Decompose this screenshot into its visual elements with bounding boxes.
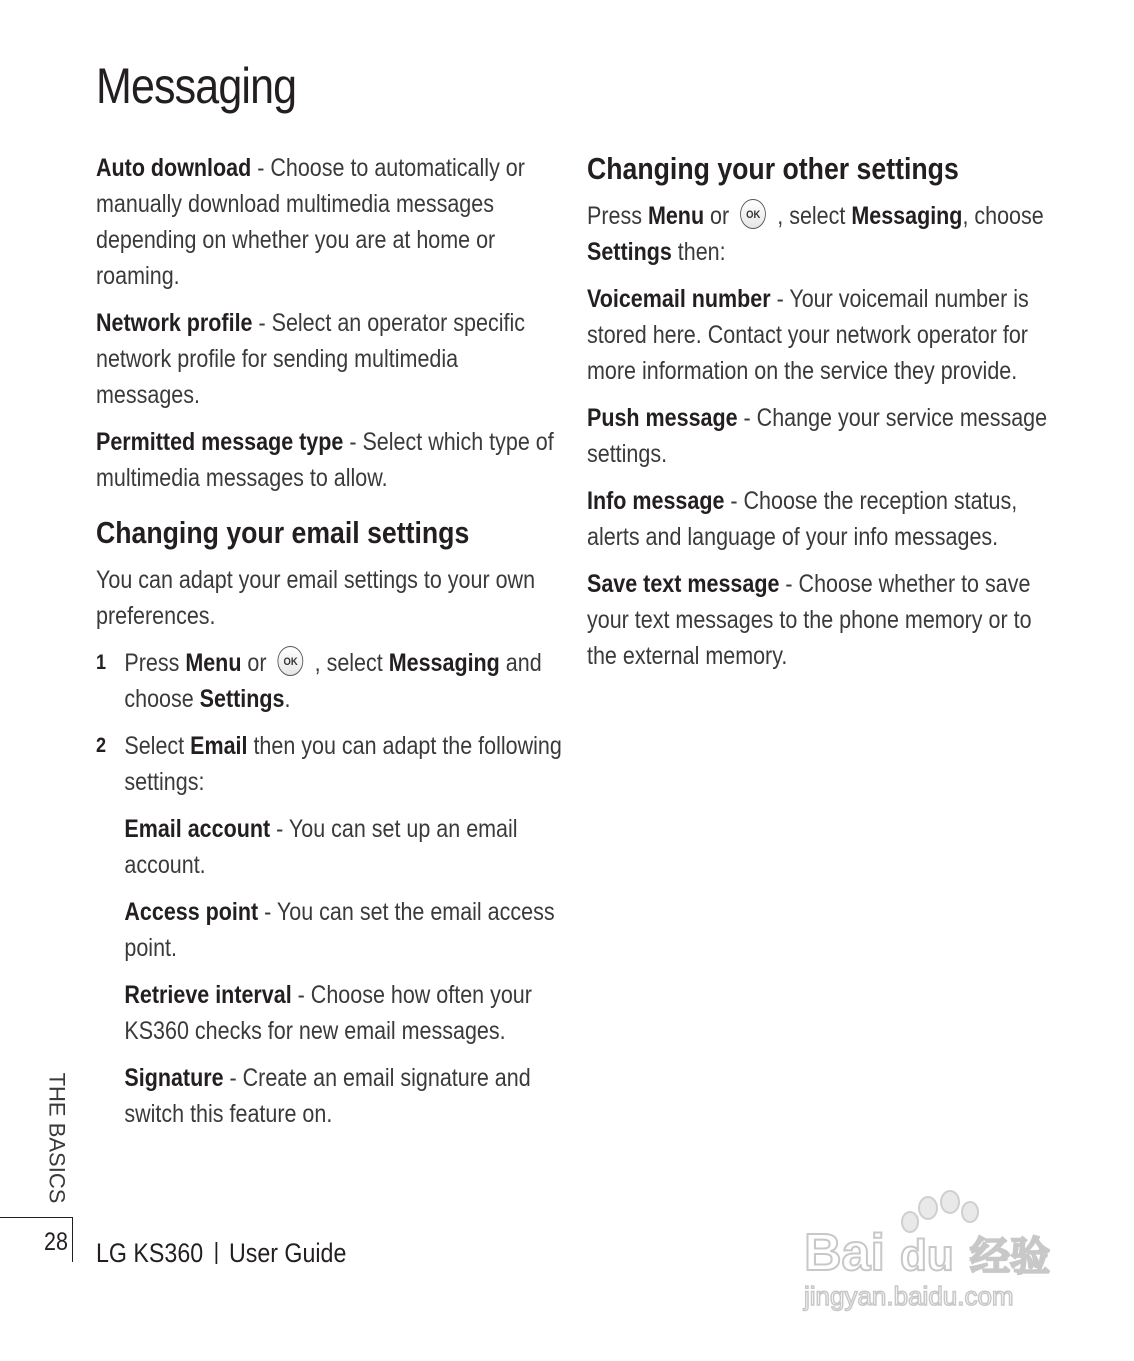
step-text: Select bbox=[124, 732, 191, 760]
intro-text: Press bbox=[587, 202, 648, 230]
signature-desc: - Create an email signature and switch this feature on. bbox=[124, 1064, 531, 1128]
step-text: or bbox=[241, 649, 273, 677]
signature-paragraph bbox=[96, 1060, 565, 1132]
ok-key-icon: OK bbox=[740, 199, 766, 229]
ok-key-icon: OK bbox=[278, 646, 304, 676]
menu-term: Menu bbox=[647, 202, 705, 230]
network-profile-term: Network profile bbox=[96, 309, 253, 337]
email-account-desc: - You can set up an email account. bbox=[124, 815, 518, 879]
step-text: and choose bbox=[124, 649, 542, 713]
email-account-term: Email account bbox=[124, 815, 271, 843]
info-message-term: Info message bbox=[587, 487, 725, 515]
access-point-paragraph bbox=[96, 894, 565, 966]
save-text-term: Save text message bbox=[587, 570, 780, 598]
menu-term: Menu bbox=[185, 649, 242, 677]
side-divider bbox=[0, 1217, 73, 1218]
voicemail-desc: - Your voicemail number is stored here. Contact your network operator for more information on the service they provide. bbox=[587, 285, 1029, 385]
info-message-paragraph bbox=[587, 483, 1056, 555]
save-text-paragraph bbox=[587, 566, 1056, 674]
voicemail-paragraph bbox=[587, 281, 1056, 389]
step-text: Press bbox=[124, 649, 186, 677]
intro-text: or bbox=[704, 202, 736, 230]
side-divider-vertical bbox=[72, 1217, 73, 1262]
messaging-term: Messaging bbox=[388, 649, 500, 677]
svg-text:jingyan.baidu.com: jingyan.baidu.com bbox=[804, 1281, 1014, 1311]
email-term: Email bbox=[190, 732, 248, 760]
footer-model: LG KS360 bbox=[96, 1238, 204, 1268]
section-side-tab bbox=[36, 1068, 76, 1208]
info-message-desc: - Choose the reception status, alerts and language of your info messages. bbox=[587, 487, 1018, 551]
footer-guide: User Guide bbox=[228, 1238, 347, 1268]
svg-text:经验: 经验 bbox=[970, 1234, 1050, 1280]
auto-download-desc: - Choose to automatically or manually download multimedia messages depending on whether you are at home or roaming. bbox=[96, 154, 525, 290]
access-point-term: Access point bbox=[124, 898, 259, 926]
permitted-type-paragraph bbox=[96, 424, 565, 496]
other-settings-heading: Changing your other settings bbox=[587, 151, 959, 186]
email-settings-heading: Changing your email settings bbox=[96, 515, 470, 550]
retrieve-interval-desc: - Choose how often your KS360 checks for new email messages. bbox=[124, 981, 532, 1045]
left-column bbox=[96, 150, 566, 1143]
auto-download-paragraph bbox=[96, 150, 565, 294]
step-2 bbox=[96, 728, 565, 800]
permitted-type-desc: - Select which type of multimedia messages to allow. bbox=[96, 428, 554, 492]
email-intro: You can adapt your email settings to your own preferences. bbox=[96, 566, 536, 630]
settings-term: Settings bbox=[199, 685, 285, 713]
permitted-type-term: Permitted message type bbox=[96, 428, 344, 456]
access-point-desc: - You can set the email access point. bbox=[124, 898, 555, 962]
messaging-term: Messaging bbox=[851, 202, 963, 230]
intro-text: , choose bbox=[962, 202, 1044, 230]
section-label: THE BASICS bbox=[44, 1072, 69, 1204]
voicemail-term: Voicemail number bbox=[587, 285, 771, 313]
push-message-paragraph bbox=[587, 400, 1056, 472]
intro-text: , select bbox=[771, 202, 852, 230]
step-number: 1 bbox=[96, 651, 107, 674]
network-profile-desc: - Select an operator specific network profile for sending multimedia messages. bbox=[96, 309, 525, 409]
other-settings-intro bbox=[587, 198, 1056, 270]
step-text: , select bbox=[308, 649, 389, 677]
email-account-paragraph bbox=[96, 811, 565, 883]
footer bbox=[96, 1238, 346, 1269]
retrieve-interval-paragraph bbox=[96, 977, 565, 1049]
svg-text:Bai: Bai bbox=[804, 1224, 885, 1282]
step-number: 2 bbox=[96, 734, 107, 757]
footer-separator bbox=[215, 1242, 217, 1264]
push-message-term: Push message bbox=[587, 404, 738, 432]
step-text: then you can adapt the following settings: bbox=[124, 732, 562, 796]
right-column bbox=[587, 150, 1057, 685]
save-text-desc: - Choose whether to save your text messages to the phone memory or to the external memory. bbox=[587, 570, 1032, 670]
step-1 bbox=[96, 645, 565, 717]
page-title: Messaging bbox=[96, 58, 297, 114]
signature-term: Signature bbox=[124, 1064, 224, 1092]
settings-term: Settings bbox=[587, 238, 672, 266]
intro-text: then: bbox=[671, 238, 726, 266]
retrieve-interval-term: Retrieve interval bbox=[124, 981, 292, 1009]
network-profile-paragraph bbox=[96, 305, 565, 413]
step-text: . bbox=[284, 685, 291, 713]
page-number: 28 bbox=[44, 1228, 68, 1256]
auto-download-term: Auto download bbox=[96, 154, 252, 182]
svg-text:du: du bbox=[900, 1231, 954, 1280]
baidu-watermark-logo bbox=[800, 1190, 1070, 1320]
push-message-desc: - Change your service message settings. bbox=[587, 404, 1048, 468]
